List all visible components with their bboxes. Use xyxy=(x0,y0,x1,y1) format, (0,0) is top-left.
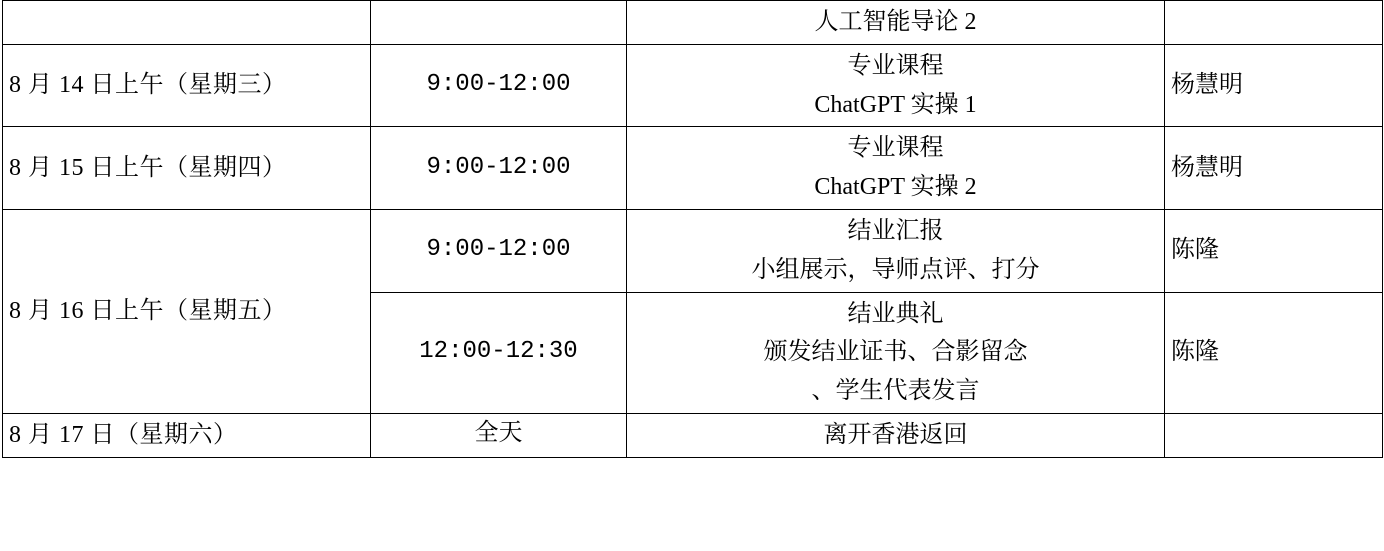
topic-line: 人工智能导论 2 xyxy=(814,9,977,35)
cell-topic xyxy=(627,1,1165,45)
topic-line: 颁发结业证书、合影留念 xyxy=(763,339,1028,366)
cell-time: 12:00-12:30 xyxy=(371,292,627,413)
table-row xyxy=(3,127,1383,210)
table-row xyxy=(3,1,1383,45)
topic-line: 小组展示，导师点评、打分 xyxy=(751,256,1040,283)
cell-date: 8 月 16 日上午（星期五） xyxy=(3,209,371,413)
topic-line: 专业课程 xyxy=(847,52,944,79)
cell-topic xyxy=(627,127,1165,210)
cell-time: 9:00-12:00 xyxy=(371,127,627,210)
cell-host xyxy=(1165,413,1383,457)
cell-time xyxy=(371,1,627,45)
schedule-table-body xyxy=(3,1,1383,458)
topic-line: ChatGPT 实操 2 xyxy=(814,174,977,201)
table-row xyxy=(3,413,1383,457)
cell-topic xyxy=(627,413,1165,457)
topic-line: 专业课程 xyxy=(847,135,944,162)
cell-date: 8 月 17 日（星期六） xyxy=(3,413,371,457)
cell-host: 杨慧明 xyxy=(1165,44,1383,127)
cell-host xyxy=(1165,1,1383,45)
cell-date: 8 月 15 日上午（星期四） xyxy=(3,127,371,210)
cell-host: 陈隆 xyxy=(1165,209,1383,292)
topic-line: 、学生代表发言 xyxy=(811,378,980,405)
cell-time: 9:00-12:00 xyxy=(371,44,627,127)
cell-host: 杨慧明 xyxy=(1165,127,1383,210)
cell-topic xyxy=(627,209,1165,292)
cell-time: 9:00-12:00 xyxy=(371,209,627,292)
topic-line: 结业汇报 xyxy=(847,217,944,244)
cell-time: 全天 xyxy=(371,413,627,457)
cell-topic xyxy=(627,44,1165,127)
cell-topic xyxy=(627,292,1165,413)
cell-date: 8 月 14 日上午（星期三） xyxy=(3,44,371,127)
table-row xyxy=(3,209,1383,292)
topic-line: ChatGPT 实操 1 xyxy=(814,91,977,118)
table-row xyxy=(3,44,1383,127)
cell-host: 陈隆 xyxy=(1165,292,1383,413)
topic-line: 结业典礼 xyxy=(847,300,944,327)
cell-date xyxy=(3,1,371,45)
schedule-table xyxy=(2,0,1383,458)
topic-line: 离开香港返回 xyxy=(823,421,968,448)
